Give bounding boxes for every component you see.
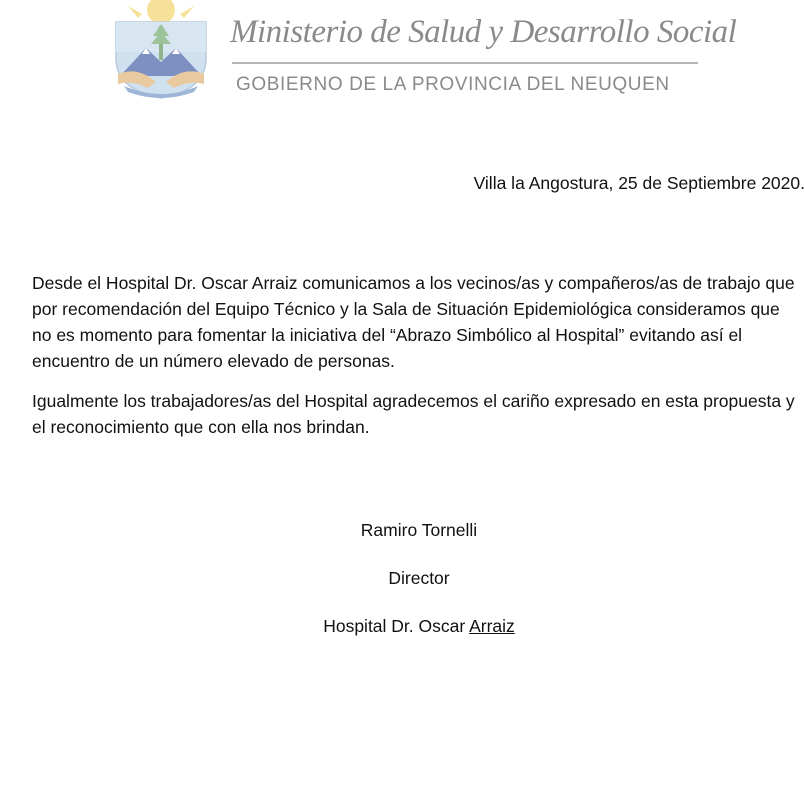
institution-prefix: Hospital Dr. Oscar: [323, 616, 470, 636]
header-divider: [232, 62, 698, 64]
letter-body: [32, 270, 800, 454]
signatory-name: Ramiro Tornelli: [360, 520, 478, 540]
signatory-role: Director: [388, 568, 450, 588]
signatory-institution: [0, 616, 805, 641]
paragraph-thanks: Igualmente los trabajadores/as del Hospital agradecemos el cariño expresado en esta propuesta y el reconocimiento que con ella nos brindan.: [32, 391, 795, 437]
letterhead: [0, 0, 805, 110]
province-title: GOBIERNO DE LA PROVINCIA DEL NEUQUEN: [236, 74, 670, 95]
ministry-title: Ministerio de Salud y Desarrollo Social: [230, 14, 737, 50]
date-line: Villa la Angostura, 25 de Septiembre 2020.: [473, 173, 805, 193]
institution-underlined: Arraiz: [469, 616, 515, 636]
paragraph-announcement: Desde el Hospital Dr. Oscar Arraiz comunicamos a los vecinos/as y compañeros/as de trabajo que por recomendación del Equipo Técnico y la Sala de Situación Epidemiológica consideramos que no es momento para fomentar la iniciativa del “Abrazo Simbólico al Hospital” evitando así el encuentro de un número elevado de personas.: [32, 273, 795, 371]
neuquen-seal-icon: [98, 0, 224, 100]
signature-block: [0, 520, 805, 664]
